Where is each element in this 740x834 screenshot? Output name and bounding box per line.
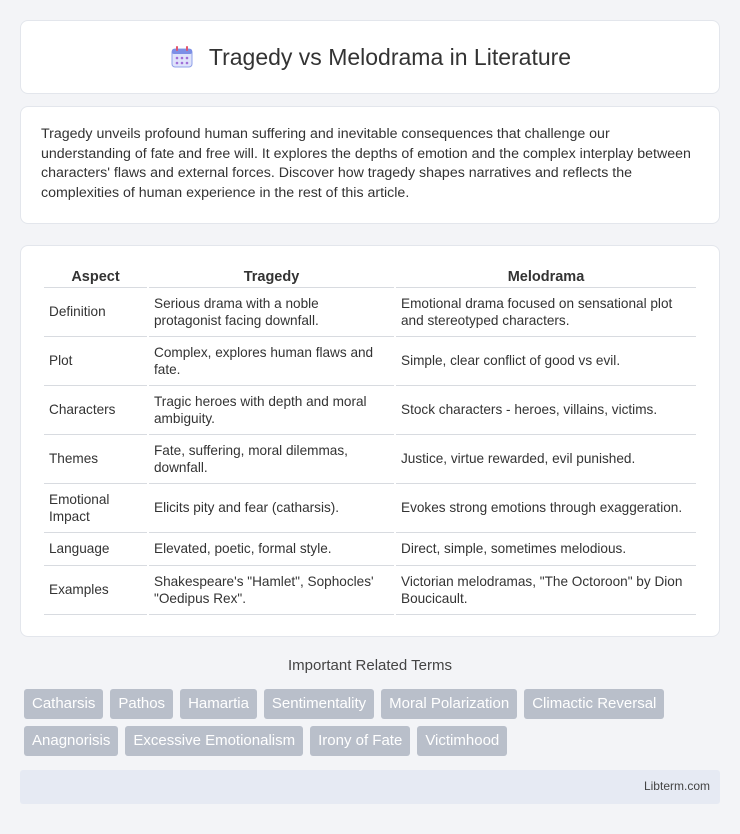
- term-tag[interactable]: Catharsis: [24, 689, 103, 719]
- table-row: [44, 566, 696, 615]
- melodrama-cell: Justice, virtue rewarded, evil punished.: [396, 435, 696, 484]
- header-aspect: Aspect: [44, 264, 147, 288]
- comparison-table: [42, 264, 698, 615]
- aspect-cell: Plot: [44, 337, 147, 386]
- table-row: [44, 337, 696, 386]
- tragedy-cell: Elicits pity and fear (catharsis).: [149, 484, 394, 533]
- tragedy-cell: Tragic heroes with depth and moral ambiguity.: [149, 386, 394, 435]
- aspect-cell: Language: [44, 533, 147, 566]
- intro-card: [20, 106, 720, 224]
- term-tag[interactable]: Moral Polarization: [381, 689, 517, 719]
- term-tag[interactable]: Climactic Reversal: [524, 689, 664, 719]
- tragedy-cell: Elevated, poetic, formal style.: [149, 533, 394, 566]
- melodrama-cell: Victorian melodramas, "The Octoroon" by Dion Boucicault.: [396, 566, 696, 615]
- table-row: [44, 288, 696, 337]
- table-row: [44, 435, 696, 484]
- page-title: Tragedy vs Melodrama in Literature: [208, 43, 572, 70]
- table-header-row: [44, 264, 696, 288]
- footer: [20, 770, 720, 804]
- term-tag[interactable]: Pathos: [110, 689, 173, 719]
- table-row: [44, 386, 696, 435]
- melodrama-cell: Direct, simple, sometimes melodious.: [396, 533, 696, 566]
- aspect-cell: Characters: [44, 386, 147, 435]
- tragedy-cell: Shakespeare's "Hamlet", Sophocles' "Oedipus Rex".: [149, 566, 394, 615]
- footer-site-link[interactable]: Libterm.com: [643, 779, 710, 793]
- table-row: [44, 484, 696, 533]
- calendar-icon: [169, 44, 195, 70]
- melodrama-cell: Evokes strong emotions through exaggeration.: [396, 484, 696, 533]
- header-melodrama: Melodrama: [396, 264, 696, 288]
- term-tag[interactable]: Excessive Emotionalism: [125, 726, 303, 756]
- term-tag[interactable]: Hamartia: [180, 689, 257, 719]
- intro-text: Tragedy unveils profound human suffering and inevitable consequences that challenge our understanding of fate and free will. It explores the depths of emotion and the complex interplay between characters' flaws and external forces. Discover how tragedy shapes narratives and reflects the complexities of human experience in the rest of this article.: [41, 126, 691, 201]
- aspect-cell: Themes: [44, 435, 147, 484]
- related-terms-title: Important Related Terms: [288, 657, 452, 674]
- comparison-table-card: [20, 245, 720, 637]
- aspect-cell: Definition: [44, 288, 147, 337]
- tragedy-cell: Complex, explores human flaws and fate.: [149, 337, 394, 386]
- term-tag[interactable]: Sentimentality: [264, 689, 374, 719]
- tragedy-cell: Fate, suffering, moral dilemmas, downfall.: [149, 435, 394, 484]
- title-wrap: [169, 44, 571, 71]
- melodrama-cell: Emotional drama focused on sensational plot and stereotyped characters.: [396, 288, 696, 337]
- header-card: [20, 20, 720, 94]
- related-terms-list: [24, 689, 724, 756]
- term-tag[interactable]: Victimhood: [417, 726, 507, 756]
- melodrama-cell: Stock characters - heroes, villains, victims.: [396, 386, 696, 435]
- header-tragedy: Tragedy: [149, 264, 394, 288]
- table-row: [44, 533, 696, 566]
- aspect-cell: Emotional Impact: [44, 484, 147, 533]
- melodrama-cell: Simple, clear conflict of good vs evil.: [396, 337, 696, 386]
- aspect-cell: Examples: [44, 566, 147, 615]
- tragedy-cell: Serious drama with a noble protagonist facing downfall.: [149, 288, 394, 337]
- term-tag[interactable]: Anagnorisis: [24, 726, 118, 756]
- term-tag[interactable]: Irony of Fate: [310, 726, 410, 756]
